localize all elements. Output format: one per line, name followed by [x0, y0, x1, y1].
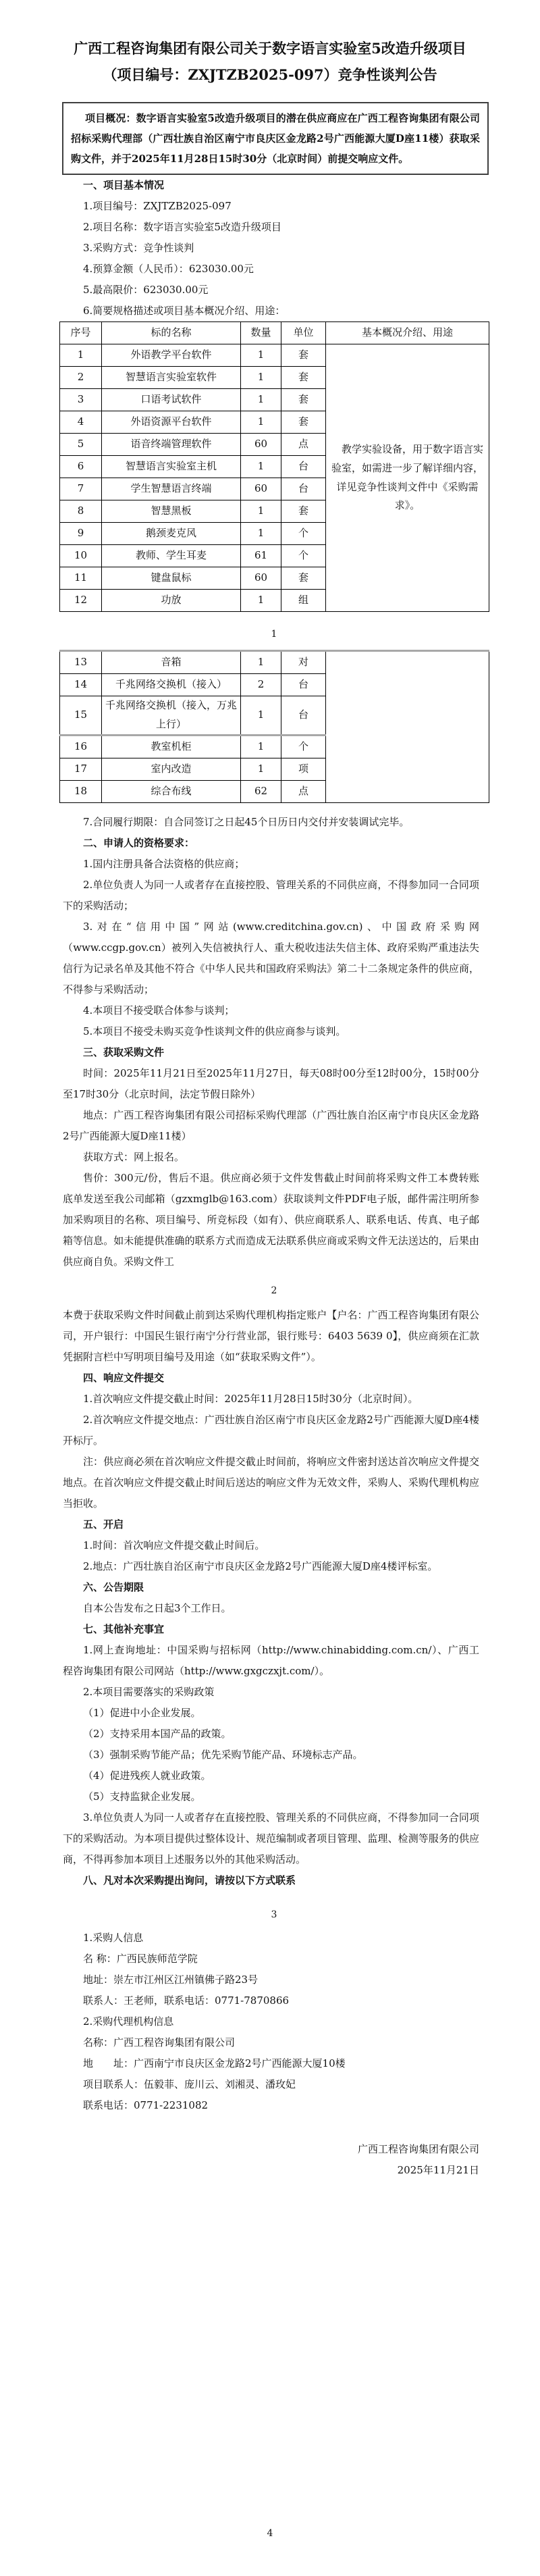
cell-name: 室内改造 [102, 758, 241, 780]
cell-name: 鹅颈麦克风 [102, 523, 241, 545]
announce-period: 自本公告发布之日起3个工作日。 [83, 1601, 232, 1614]
agent-name: 名称：广西工程咨询集团有限公司 [83, 2036, 236, 2049]
cell-name: 智慧语言实验室软件 [102, 367, 241, 389]
buyer-info-heading: 1.采购人信息 [83, 1931, 144, 1944]
cell-seq: 12 [60, 590, 102, 612]
qualification-item: 3.对在“信用中国”网站(www.creditchina.gov.cn)、中国政府采购网（www.ccgp.gov.cn）被列入失信被执行人、重大税收违法失信主体、政府采购严重违法失信行为记录名单及其他不符合《中华人民共和国政府采购法》第二十二条规定条件的供应商，不得参与采购活动； [63, 920, 479, 996]
cell-unit: 套 [281, 567, 326, 590]
cell-seq: 18 [60, 780, 102, 802]
cell-name: 智慧语言实验室主机 [102, 456, 241, 478]
same-person-rule: 3.单位负责人为同一人或者存在直接控股、管理关系的不同供应商，不得参加同一合同项下的采购活动。为本项目提供过整体设计、规范编制或者项目管理、监理、检测等服务的供应商，不得再参加本项目上述服务以外的其他采购活动。 [63, 1811, 479, 1865]
procurement-method: 3.采购方式：竞争性谈判 [83, 242, 194, 254]
cell-qty: 1 [241, 758, 281, 780]
cell-name: 音箱 [102, 651, 241, 674]
buyer-name: 名 称：广西民族师范学院 [83, 1952, 198, 1965]
header-seq: 序号 [60, 322, 102, 344]
cell-qty: 60 [241, 567, 281, 590]
cell-unit: 台 [281, 456, 326, 478]
cell-qty: 1 [241, 411, 281, 434]
doc-obtain-method: 获取方式：网上报名。 [83, 1150, 185, 1163]
cell-name: 教师、学生耳麦 [102, 545, 241, 567]
cell-name: 功放 [102, 590, 241, 612]
agent-address: 地 址：广西南宁市良庆区金龙路2号广西能源大厦10楼 [83, 2057, 346, 2069]
table-row [60, 651, 489, 674]
cell-seq: 15 [60, 696, 102, 736]
document-page [0, 35, 540, 2539]
cell-qty: 1 [241, 590, 281, 612]
policy-item: （3）强制采购节能产品；优先采购节能产品、环境标志产品。 [83, 1748, 363, 1761]
open-time: 1.时间：首次响应文件提交截止时间后。 [83, 1539, 265, 1551]
section4-heading: 四、响应文件提交 [83, 1371, 165, 1384]
section5-heading: 五、开启 [83, 1518, 124, 1530]
cell-qty: 62 [241, 780, 281, 802]
header-qty: 数量 [241, 322, 281, 344]
section7-heading: 七、其他补充事宜 [83, 1622, 165, 1635]
section8-heading: 八、凡对本次采购提出询问，请按以下方式联系 [83, 1874, 296, 1886]
cell-unit: 台 [281, 696, 326, 736]
table-header-row [60, 322, 489, 344]
project-overview-box: 项目概况：数字语言实验室5改造升级项目的潜在供应商应在广西工程咨询集团有限公司招标采购代理部（广西壮族自治区南宁市良庆区金龙路2号广西能源大厦D座11楼）获取采购文件，并于2025年11月28日15时30分（北京时间）前提交响应文件。 [62, 102, 489, 175]
cell-qty: 60 [241, 434, 281, 456]
cell-unit: 点 [281, 780, 326, 802]
cell-seq: 4 [60, 411, 102, 434]
usage-note-cell: 教学实验设备，用于数字语言实验室，如需进一步了解详细内容，详见竞争性谈判文件中《采购需求》。 [326, 344, 489, 612]
doc-obtain-time: 时间：2025年11月21日至2025年11月27日，每天08时00分至12时00分，15时00分至17时30分（北京时间，法定节假日除外） [63, 1066, 479, 1100]
page-title [39, 35, 501, 88]
cell-name: 综合布线 [102, 780, 241, 802]
cell-qty: 1 [241, 696, 281, 736]
section1-heading: 一、项目基本情况 [83, 179, 165, 191]
cell-seq: 11 [60, 567, 102, 590]
cell-seq: 14 [60, 674, 102, 696]
doc-price-part2: 本费于获取采购文件时间截止前到达采购代理机构指定账户【户名：广西工程咨询集团有限公司，开户银行：中国民生银行南宁分行营业部，银行账号：6403 5639 0】，供应商须在汇款凭据附言栏中写明项目编号及用途（如“获取采购文件”）。 [63, 1308, 479, 1363]
signature-company: 广西工程咨询集团有限公司 [357, 2142, 479, 2155]
cell-unit: 套 [281, 389, 326, 411]
policy-item: （2）支持采用本国产品的政策。 [83, 1727, 232, 1740]
page-title-line2: （项目编号：ZXJTZB2025-097）竞争性谈判公告 [103, 66, 437, 83]
cell-name: 智慧黑板 [102, 500, 241, 523]
section2-heading: 二、申请人的资格要求： [83, 836, 195, 849]
section6-heading: 六、公告期限 [83, 1580, 144, 1593]
buyer-address: 地址：崇左市江州区江州镇佛子路23号 [83, 1973, 259, 1986]
policy-intro: 2.本项目需要落实的采购政策 [83, 1685, 215, 1698]
submit-place: 2.首次响应文件提交地点：广西壮族自治区南宁市良庆区金龙路2号广西能源大厦D座4楼开标厅。 [63, 1413, 479, 1447]
page-title-line1: 广西工程咨询集团有限公司关于数字语言实验室5改造升级项目 [74, 40, 466, 57]
project-name: 2.项目名称：数字语言实验室5改造升级项目 [83, 221, 281, 233]
cell-unit: 套 [281, 411, 326, 434]
policy-item: （4）促进残疾人就业政策。 [83, 1769, 211, 1782]
cell-qty: 1 [241, 651, 281, 674]
page-number-2: 2 [271, 1285, 277, 1296]
cell-name: 千兆网络交换机（接入） [102, 674, 241, 696]
contract-term: 7.合同履行期限：自合同签订之日起45个日历日内交付并安装调试完毕。 [83, 815, 410, 828]
policy-item: （1）促进中小企业发展。 [83, 1706, 201, 1719]
page-number-1: 1 [271, 629, 277, 640]
cell-unit: 套 [281, 367, 326, 389]
cell-name: 千兆网络交换机（接入，万兆上行） [102, 696, 241, 736]
cell-qty: 1 [241, 389, 281, 411]
cell-seq: 1 [60, 344, 102, 367]
cell-seq: 13 [60, 651, 102, 674]
cell-seq: 5 [60, 434, 102, 456]
page-number-3: 3 [271, 1909, 277, 1920]
cell-qty: 1 [241, 523, 281, 545]
signature-date: 2025年11月21日 [397, 2163, 479, 2176]
budget-amount: 4.预算金额（人民币）：623030.00元 [83, 263, 254, 275]
cell-unit: 套 [281, 500, 326, 523]
cell-name: 口语考试软件 [102, 389, 241, 411]
agent-persons: 项目联系人：伍毅菲、庞川云、刘湘灵、潘玫妃 [83, 2078, 296, 2090]
header-item-name: 标的名称 [102, 322, 241, 344]
cell-unit: 个 [281, 735, 326, 758]
cell-qty: 1 [241, 735, 281, 758]
cell-qty: 1 [241, 367, 281, 389]
buyer-contact: 联系人：王老师，联系电话：0771-7870866 [83, 1994, 290, 2007]
spec-intro-label: 6.简要规格描述或项目基本概况介绍、用途： [83, 305, 286, 317]
cell-qty: 1 [241, 456, 281, 478]
cell-seq: 17 [60, 758, 102, 780]
cell-unit: 项 [281, 758, 326, 780]
cell-unit: 个 [281, 545, 326, 567]
open-place: 2.地点：广西壮族自治区南宁市良庆区金龙路2号广西能源大厦D座4楼评标室。 [83, 1560, 438, 1572]
cell-qty: 2 [241, 674, 281, 696]
header-overview: 基本概况介绍、用途 [326, 322, 489, 344]
doc-obtain-place: 地点：广西工程咨询集团有限公司招标采购代理部（广西壮族自治区南宁市良庆区金龙路2号广西能源大厦D座11楼） [63, 1108, 479, 1142]
cell-seq: 6 [60, 456, 102, 478]
submit-note: 注：供应商必须在首次响应文件提交截止时间前，将响应文件密封送达首次响应文件提交地点。在首次响应文件提交截止时间后送达的响应文件为无效文件，采购人、采购代理机构应当拒收。 [63, 1455, 479, 1510]
cell-unit: 对 [281, 651, 326, 674]
cell-seq: 7 [60, 478, 102, 500]
cell-qty: 61 [241, 545, 281, 567]
signature-block [59, 2139, 489, 2181]
submit-deadline: 1.首次响应文件提交截止时间：2025年11月28日15时30分（北京时间）。 [83, 1392, 418, 1405]
cell-unit: 套 [281, 344, 326, 367]
usage-note-cell-empty [326, 651, 489, 803]
cell-seq: 8 [60, 500, 102, 523]
cell-seq: 10 [60, 545, 102, 567]
qualification-item: 1.国内注册具备合法资格的供应商； [83, 857, 245, 870]
project-number: 1.项目编号：ZXJTZB2025-097 [83, 200, 232, 212]
policy-item: （5）支持监狱企业发展。 [83, 1790, 201, 1803]
cell-name: 学生智慧语言终端 [102, 478, 241, 500]
cell-unit: 台 [281, 674, 326, 696]
cell-unit: 个 [281, 523, 326, 545]
max-price: 5.最高限价：623030.00元 [83, 284, 209, 296]
cell-seq: 2 [60, 367, 102, 389]
page-number-4: 4 [267, 2528, 273, 2539]
cell-unit: 台 [281, 478, 326, 500]
cell-name: 教室机柜 [102, 735, 241, 758]
cell-seq: 9 [60, 523, 102, 545]
cell-unit: 点 [281, 434, 326, 456]
cell-qty: 1 [241, 344, 281, 367]
agent-info-heading: 2.采购代理机构信息 [83, 2015, 174, 2028]
cell-unit: 组 [281, 590, 326, 612]
doc-price-part1: 售价：300元/份，售后不退。供应商必须于文件发售截止时间前将采购文件工本费转账底单发送至我公司邮箱（gzxmglb@163.com）获取谈判文件PDF电子版，邮件需注明所参加采购项目的名称、项目编号、所竞标段（如有）、供应商联系人、联系电话、传真、电子邮箱等信息。如未能提供准确的联系方式而造成无法联系供应商或采购文件无法送达的，后果由供应商自负。采购文件工 [63, 1171, 479, 1268]
agent-phone: 联系电话：0771-2231082 [83, 2098, 209, 2111]
cell-name: 键盘鼠标 [102, 567, 241, 590]
items-table-part1 [59, 321, 489, 612]
cell-seq: 3 [60, 389, 102, 411]
cell-qty: 60 [241, 478, 281, 500]
online-query-address: 1.网上查询地址：中国采购与招标网（http://www.chinabidding.com.cn/）、广西工程咨询集团有限公司网站（http://www.gxgczxjt.com/）。 [63, 1643, 479, 1677]
cell-name: 语音终端管理软件 [102, 434, 241, 456]
header-unit: 单位 [281, 322, 326, 344]
cell-qty: 1 [241, 500, 281, 523]
section3-heading: 三、获取采购文件 [83, 1046, 165, 1058]
cell-name: 外语教学平台软件 [102, 344, 241, 367]
qualification-item: 5.本项目不接受未购买竞争性谈判文件的供应商参与谈判。 [83, 1025, 346, 1037]
qualification-item: 4.本项目不接受联合体参与谈判； [83, 1004, 235, 1016]
qualification-item: 2.单位负责人为同一人或者存在直接控股、管理关系的不同供应商，不得参加同一合同项下的采购活动； [63, 878, 479, 912]
cell-name: 外语资源平台软件 [102, 411, 241, 434]
cell-seq: 16 [60, 735, 102, 758]
table-row [60, 344, 489, 367]
items-table-part2 [59, 650, 489, 803]
document-body [59, 175, 489, 2181]
